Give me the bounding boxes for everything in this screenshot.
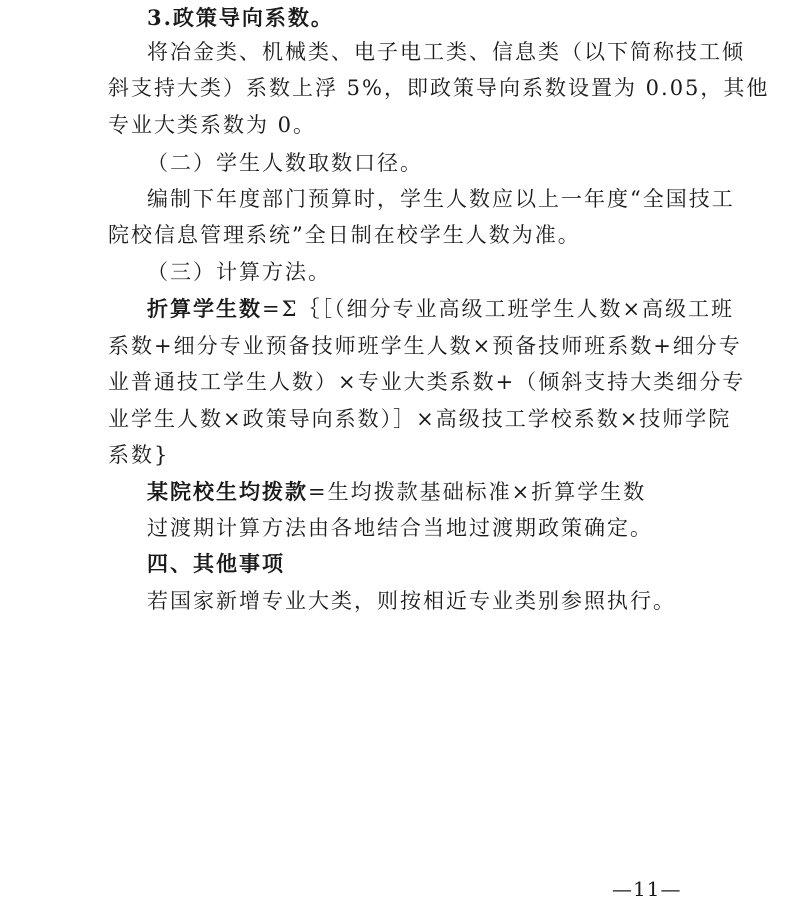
- paragraph-line: 若国家新增专业大类，则按相近专业类别参照执行。: [147, 589, 676, 613]
- formula-text: =生均拨款基础标准×折算学生数: [308, 480, 647, 504]
- formula-term-converted-students: 折算学生数: [147, 296, 262, 321]
- formula-line: 系数+细分专业预备技师班学生人数×预备技师班系数+细分专: [108, 334, 742, 358]
- formula-line: [147, 478, 646, 506]
- paragraph-line: 过渡期计算方法由各地结合当地过渡期政策确定。: [147, 516, 653, 540]
- formula-term-per-student-funding: 某院校生均拨款: [147, 479, 308, 504]
- paragraph-line: 院校信息管理系统”全日制在校学生人数为准。: [108, 223, 581, 247]
- heading-policy-coefficient: 3.政策导向系数。: [147, 5, 334, 30]
- paragraph-line: 编制下年度部门预算时，学生人数应以上一年度“全国技工: [147, 187, 735, 211]
- paragraph-line: 斜支持大类）系数上浮 5%，即政策导向系数设置为 0.05，其他: [108, 76, 770, 100]
- formula-line: 系数}: [108, 443, 170, 467]
- paragraph-line: 将冶金类、机械类、电子电工类、信息类（以下简称技工倾: [147, 40, 745, 64]
- page-number: —11—: [612, 877, 682, 901]
- formula-text: =Σ｛［（细分专业高级工班学生人数×高级工班: [262, 297, 735, 321]
- formula-line: 业普通技工学生人数）×专业大类系数+（倾斜支持大类细分专: [108, 370, 746, 394]
- section-heading-student-count: （二）学生人数取数口径。: [147, 151, 423, 175]
- section-heading-calculation-method: （三）计算方法。: [147, 260, 331, 284]
- formula-line: 业学生人数×政策导向系数）］×高级技工学校系数×技师学院: [108, 407, 732, 431]
- paragraph-line: 专业大类系数为 0。: [108, 113, 317, 137]
- section-heading-other-matters: 四、其他事项: [147, 551, 285, 576]
- formula-line: [147, 295, 734, 323]
